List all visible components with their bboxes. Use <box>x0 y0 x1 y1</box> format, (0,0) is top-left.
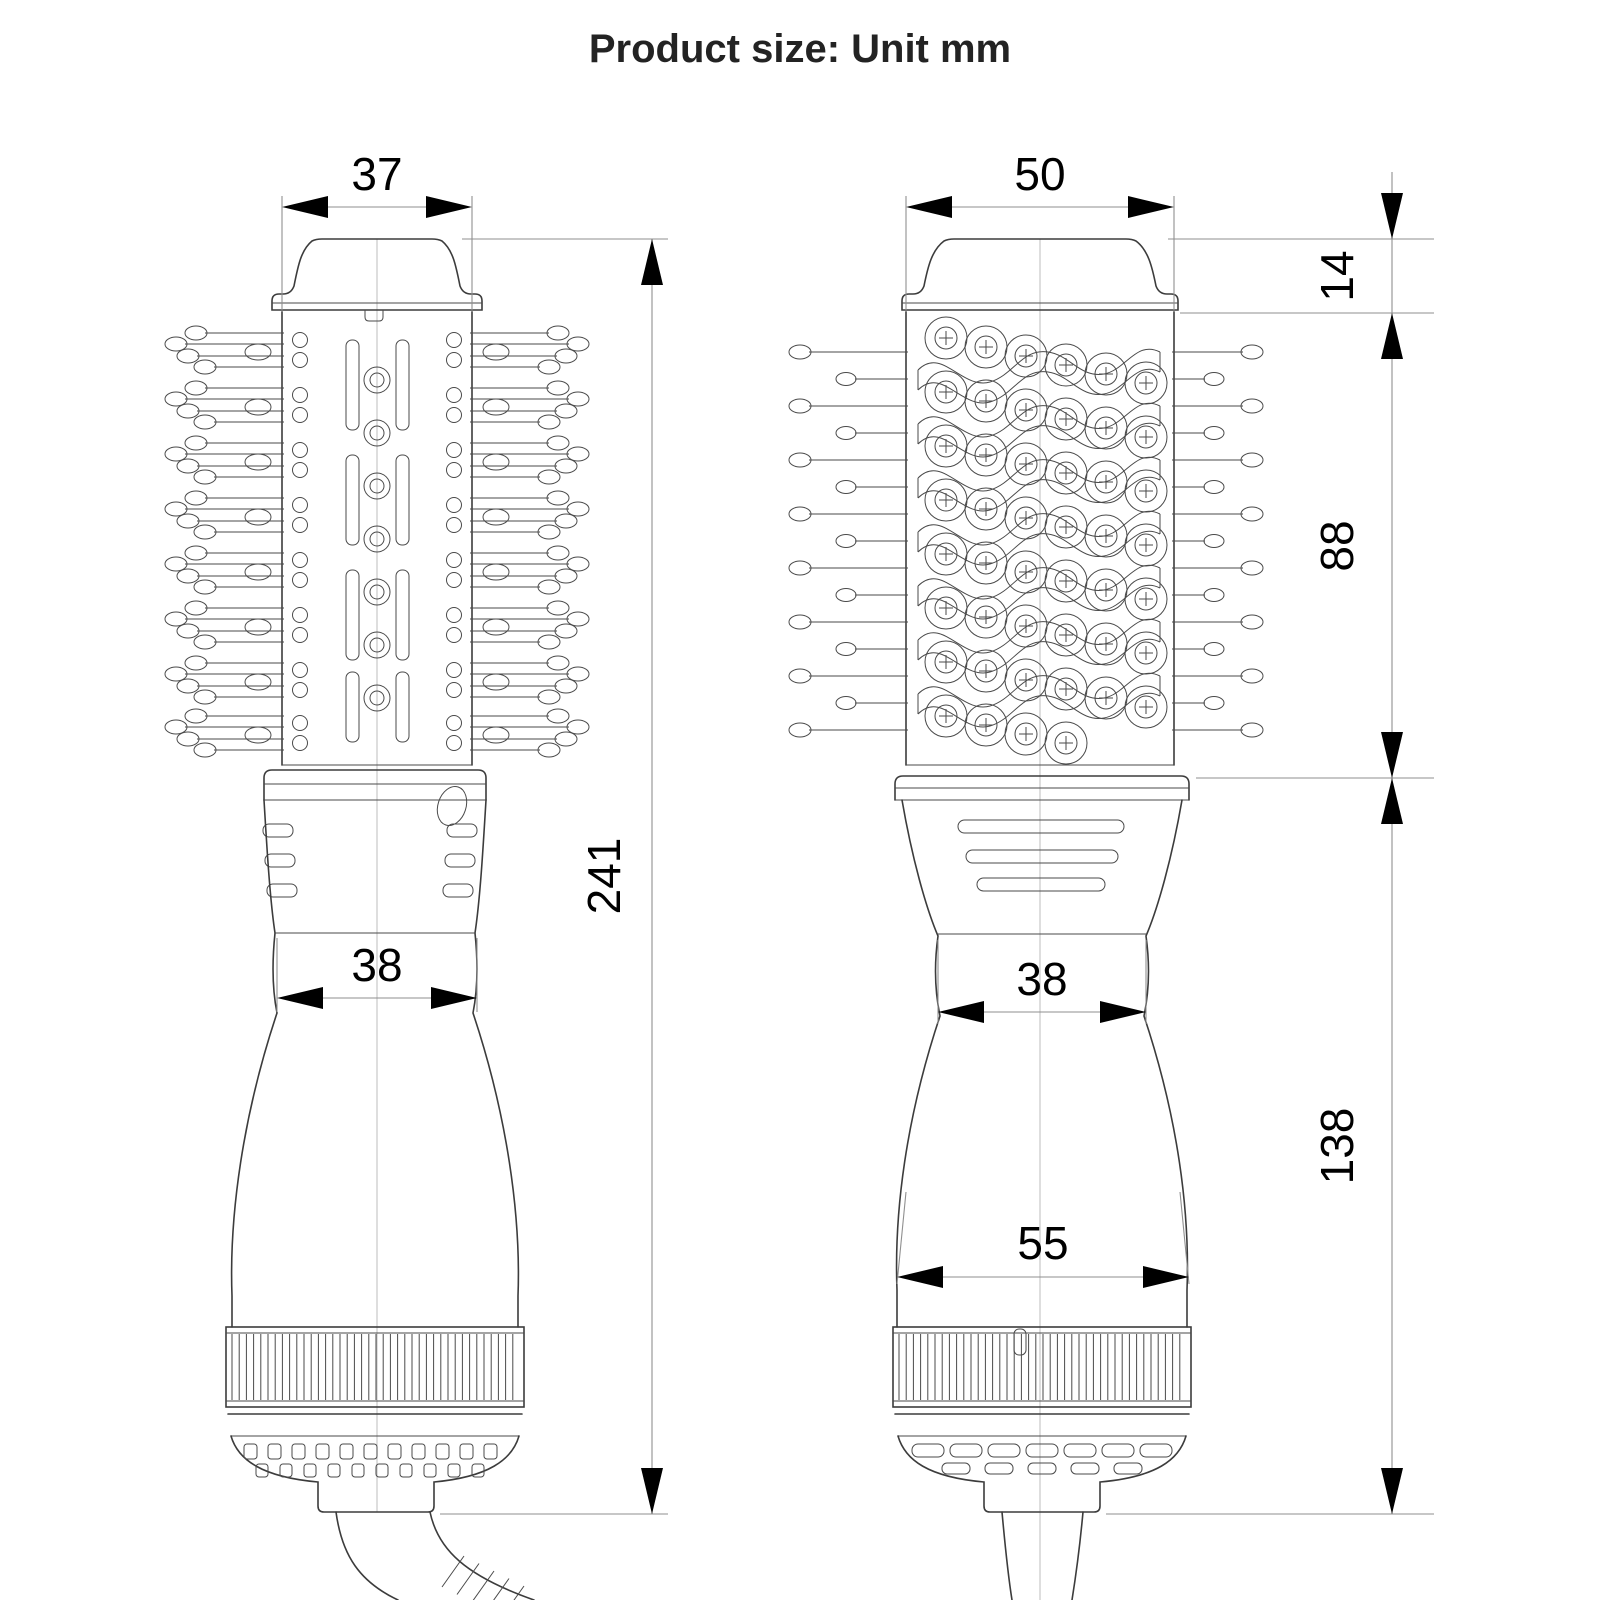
bristle-collar <box>483 674 509 690</box>
dim-front-width-label: 50 <box>1014 148 1066 200</box>
bottom-vent <box>388 1444 401 1459</box>
bristle-collar <box>245 727 271 743</box>
bristle-collar <box>245 674 271 690</box>
neck-vents <box>263 824 477 897</box>
collar-outline <box>264 770 486 800</box>
base-vent-holes <box>912 1444 1172 1474</box>
bristle-tip <box>547 601 569 615</box>
bristle-tip <box>185 709 207 723</box>
bristle-tip <box>789 561 811 575</box>
bristle-base-ring <box>293 333 308 348</box>
neck-vent <box>447 824 477 837</box>
bristle-tip <box>567 667 589 681</box>
bristle-tip <box>547 436 569 450</box>
dim-front-barrel-label: 88 <box>1311 520 1363 572</box>
bristle-base-ring <box>447 518 462 533</box>
bristle-tip <box>194 635 216 649</box>
dim-front-grip-label: 55 <box>1017 1217 1069 1269</box>
bristle-base-ring <box>447 716 462 731</box>
bristle-tip <box>194 415 216 429</box>
dim-side-height-label: 241 <box>578 837 630 915</box>
arrowhead-left <box>938 1001 984 1023</box>
wave-slot <box>918 349 1160 383</box>
wave-slot <box>918 511 1160 545</box>
bristle-tip <box>555 459 577 473</box>
bristle-collar <box>245 619 271 635</box>
bristle-collar <box>245 344 271 360</box>
bristle-tip <box>165 392 187 406</box>
extension-line <box>897 1192 906 1284</box>
bristle-tip <box>177 679 199 693</box>
bristle-base-ring <box>447 498 462 513</box>
bristle-tip <box>547 709 569 723</box>
bristle-tip <box>538 415 560 429</box>
cap-notch <box>365 310 383 321</box>
bristle-collar <box>245 454 271 470</box>
bristle-base-ring <box>293 608 308 623</box>
bristle-tip <box>185 546 207 560</box>
base-dome-and-stub <box>231 1436 519 1512</box>
page-title: Product size: Unit mm <box>588 27 1012 71</box>
barrel-slot <box>346 672 359 742</box>
bristle-tip <box>538 635 560 649</box>
bristle-base-ring <box>293 353 308 368</box>
ring-outline <box>226 1327 524 1407</box>
bottom-vent <box>1064 1444 1096 1457</box>
bristle-base-ring <box>447 443 462 458</box>
neck-vent <box>977 878 1105 891</box>
bristle-tip <box>185 381 207 395</box>
bottom-vent <box>942 1463 970 1474</box>
bottom-vent <box>268 1444 281 1459</box>
bristle-base-ring <box>293 443 308 458</box>
bristle-tip <box>165 557 187 571</box>
bristle-base-ring <box>447 408 462 423</box>
handle-edge-left <box>897 800 940 1327</box>
bristle-tip <box>836 373 856 386</box>
bristle-base-ring <box>293 463 308 478</box>
bristle-base-ring <box>293 388 308 403</box>
cord-edge <box>336 1512 398 1600</box>
bristle-tip <box>1241 723 1263 737</box>
bristle-tip <box>538 470 560 484</box>
bottom-vent <box>912 1444 944 1457</box>
bristle-tip <box>555 514 577 528</box>
bristle-base-ring <box>293 663 308 678</box>
bristle-tip <box>567 447 589 461</box>
bristle-tip <box>547 381 569 395</box>
bristle-tip <box>538 690 560 704</box>
arrowhead-right <box>1100 1001 1146 1023</box>
bristle-tip <box>1241 399 1263 413</box>
bottom-vent <box>400 1464 412 1477</box>
arrowhead-left <box>897 1266 943 1288</box>
bristle-tip <box>1204 643 1224 656</box>
bristle-tip <box>177 514 199 528</box>
bottom-vent <box>460 1444 473 1459</box>
bristle-tip <box>836 535 856 548</box>
bristle-tip <box>555 349 577 363</box>
bottom-vent <box>950 1444 982 1457</box>
bristle-tip <box>1241 561 1263 575</box>
cord-edge <box>430 1512 534 1600</box>
arrowhead-left <box>906 196 952 218</box>
bristle-base-ring <box>447 628 462 643</box>
bristle-base-ring <box>447 463 462 478</box>
neck-vents <box>958 820 1124 891</box>
arrowhead-right <box>1143 1266 1189 1288</box>
bristle-tip <box>1204 535 1224 548</box>
bristle-tip <box>177 569 199 583</box>
arrowhead-right <box>426 196 472 218</box>
bristle-tip <box>567 557 589 571</box>
bristle-tip <box>194 743 216 757</box>
bristle-tip <box>836 427 856 440</box>
bristle-tip <box>547 326 569 340</box>
bottom-vent <box>280 1464 292 1477</box>
bristle-base-ring <box>293 408 308 423</box>
ring-ridges <box>232 1334 513 1400</box>
bristle-tip <box>555 732 577 746</box>
bristle-tip <box>194 470 216 484</box>
bristle-tip <box>165 502 187 516</box>
bristle-tip <box>1204 697 1224 710</box>
bottom-vent <box>328 1464 340 1477</box>
barrel-slot <box>346 570 359 660</box>
barrel-slot <box>396 672 409 742</box>
collar-hole <box>433 783 472 830</box>
bottom-vent <box>304 1464 316 1477</box>
bristle-base-ring <box>447 333 462 348</box>
bottom-vent <box>985 1463 1013 1474</box>
neck-vent <box>966 850 1118 863</box>
bristle-tip <box>177 624 199 638</box>
bristle-base-ring <box>447 683 462 698</box>
bottom-vent <box>412 1444 425 1459</box>
bristle-collar <box>245 509 271 525</box>
bristle-tip <box>177 732 199 746</box>
bottom-vent <box>1026 1444 1058 1457</box>
bristle-tip <box>836 589 856 602</box>
bristle-tip <box>836 643 856 656</box>
bottom-vent <box>424 1464 436 1477</box>
wave-slot <box>918 565 1160 599</box>
bristle-tip <box>165 720 187 734</box>
bristle-tip <box>547 546 569 560</box>
neck-vent <box>958 820 1124 833</box>
bristle-tip <box>1204 373 1224 386</box>
barrel-face-details <box>346 340 409 742</box>
dim-side-width-label: 37 <box>351 148 403 200</box>
wave-slot <box>918 619 1160 653</box>
bristle-base-ring <box>293 553 308 568</box>
arrowhead-left <box>277 987 323 1009</box>
bristle-base-ring <box>293 683 308 698</box>
bristle-base-ring <box>293 518 308 533</box>
barrel-slot <box>396 570 409 660</box>
bristle-tip <box>567 337 589 351</box>
bristle-tip <box>538 525 560 539</box>
bristle-tip <box>789 669 811 683</box>
arrowhead <box>1381 313 1403 359</box>
arrowhead <box>1381 732 1403 778</box>
bristle-collar <box>483 454 509 470</box>
cord-edge <box>1002 1512 1012 1600</box>
bristle-base-ring <box>293 498 308 513</box>
bristle-tip <box>185 436 207 450</box>
bristle-tip <box>177 459 199 473</box>
bristle-tip <box>165 447 187 461</box>
arrowhead-top <box>641 239 663 285</box>
front-view <box>789 239 1263 1600</box>
dim-front-heights <box>1106 172 1434 1514</box>
bristle-tip <box>194 690 216 704</box>
bristle-base-ring <box>293 716 308 731</box>
bristle-tip <box>185 656 207 670</box>
bristle-base-ring <box>447 573 462 588</box>
wave-slot <box>918 457 1160 491</box>
bristle-tip <box>1241 669 1263 683</box>
neck-vent <box>263 824 293 837</box>
bristle-tip <box>538 360 560 374</box>
arrowhead <box>1381 778 1403 824</box>
bristle-tip <box>1204 481 1224 494</box>
bristle-tip <box>194 525 216 539</box>
bristle-collar <box>245 399 271 415</box>
neck-vent <box>445 854 475 867</box>
bristle-collar <box>483 509 509 525</box>
dim-side-height <box>440 239 668 1514</box>
bristle-tip <box>547 491 569 505</box>
bristle-tip <box>836 697 856 710</box>
side-view <box>165 239 589 1600</box>
cord-rib <box>442 1556 464 1587</box>
bristle-collar <box>483 727 509 743</box>
neck-vent <box>443 884 473 897</box>
bristle-tip <box>567 502 589 516</box>
bristle-tip <box>165 612 187 626</box>
arrowhead-right <box>431 987 477 1009</box>
arrowhead <box>1381 193 1403 239</box>
cord-rib <box>472 1571 494 1600</box>
bristle-base-ring <box>447 553 462 568</box>
bristle-tip <box>1204 589 1224 602</box>
barrel-slot <box>396 455 409 545</box>
bottom-vent <box>352 1464 364 1477</box>
bottom-vent <box>364 1444 377 1459</box>
wavy-vent-slots <box>918 349 1160 727</box>
bristle-base-ring <box>293 628 308 643</box>
dim-front-cap-label: 14 <box>1311 250 1363 302</box>
bristle-tip <box>789 453 811 467</box>
bristle-base-ring <box>447 608 462 623</box>
bristle-tip <box>1241 615 1263 629</box>
bottom-vent <box>1140 1444 1172 1457</box>
bristle-tip <box>555 624 577 638</box>
bottom-vent <box>1071 1463 1099 1474</box>
bristle-collar <box>483 564 509 580</box>
bristle-tip <box>185 326 207 340</box>
arrowhead-left <box>282 196 328 218</box>
bristle-collar <box>483 344 509 360</box>
bottom-vent <box>988 1444 1020 1457</box>
bristle-tip <box>177 349 199 363</box>
bristle-base-ring <box>293 736 308 751</box>
bristle-tip <box>567 720 589 734</box>
dim-front-waist-label: 38 <box>1016 953 1068 1005</box>
bristle-tip <box>789 615 811 629</box>
neck-vent <box>265 854 295 867</box>
bristle-base-ring <box>447 736 462 751</box>
barrel-slot <box>346 340 359 430</box>
bottom-vent <box>1114 1463 1142 1474</box>
barrel-slot <box>346 455 359 545</box>
handle-edge-right <box>473 800 518 1327</box>
bristle-base-grid <box>925 317 1167 764</box>
bristle-tip <box>1241 345 1263 359</box>
bristle-tip <box>1241 507 1263 521</box>
dim-side-waist-label: 38 <box>351 939 403 991</box>
dim-front-waist <box>938 940 1146 1024</box>
bristle-tip <box>1241 453 1263 467</box>
bristle-collar <box>483 619 509 635</box>
bottom-vent <box>376 1464 388 1477</box>
bristle-tip <box>165 337 187 351</box>
bottom-vent <box>436 1444 449 1459</box>
bristle-collar <box>245 564 271 580</box>
bottom-vent <box>292 1444 305 1459</box>
cord-edge <box>1072 1512 1083 1600</box>
barrel-slot <box>396 340 409 430</box>
bristle-tip <box>789 723 811 737</box>
ring-ridges <box>899 1334 1180 1400</box>
bottom-vent <box>244 1444 257 1459</box>
arrowhead-right <box>1128 196 1174 218</box>
bristle-base-ring <box>447 663 462 678</box>
bristle-base-ring <box>293 573 308 588</box>
bristle-tip <box>555 569 577 583</box>
bristle-tip <box>567 612 589 626</box>
bristle-tip <box>194 580 216 594</box>
dim-front-handle-label: 138 <box>1311 1107 1363 1185</box>
bottom-vent <box>340 1444 353 1459</box>
bottom-vent <box>448 1464 460 1477</box>
bristle-tip <box>185 601 207 615</box>
bristle-collar <box>483 399 509 415</box>
bristle-tip <box>567 392 589 406</box>
bristle-tip <box>538 743 560 757</box>
ring-outline <box>893 1327 1191 1407</box>
bristle-tip <box>185 491 207 505</box>
bristle-base-ring <box>447 353 462 368</box>
bristle-tip <box>165 667 187 681</box>
bottom-vent <box>316 1444 329 1459</box>
dim-front-grip <box>897 1192 1189 1288</box>
bristle-tip <box>547 656 569 670</box>
handle-edge-right <box>1144 800 1187 1327</box>
bristle-base-ring <box>447 388 462 403</box>
bristle-tip <box>836 481 856 494</box>
base-vent-holes <box>244 1444 497 1477</box>
bristle-tip <box>194 360 216 374</box>
bristle-tip <box>789 345 811 359</box>
bristle-tip <box>1204 427 1224 440</box>
bristle-tip <box>555 679 577 693</box>
bristle-tip <box>177 404 199 418</box>
arrowhead <box>1381 1468 1403 1514</box>
bristle-tip <box>555 404 577 418</box>
bottom-vent <box>1028 1463 1056 1474</box>
handle-edge-left <box>232 800 277 1327</box>
wave-slot <box>918 673 1160 707</box>
bristle-tip <box>789 507 811 521</box>
bottom-vent <box>484 1444 497 1459</box>
wave-slot <box>918 403 1160 437</box>
bottom-vent <box>1102 1444 1134 1457</box>
arrowhead-bottom <box>641 1468 663 1514</box>
bristle-tip <box>538 580 560 594</box>
bristle-tip <box>789 399 811 413</box>
